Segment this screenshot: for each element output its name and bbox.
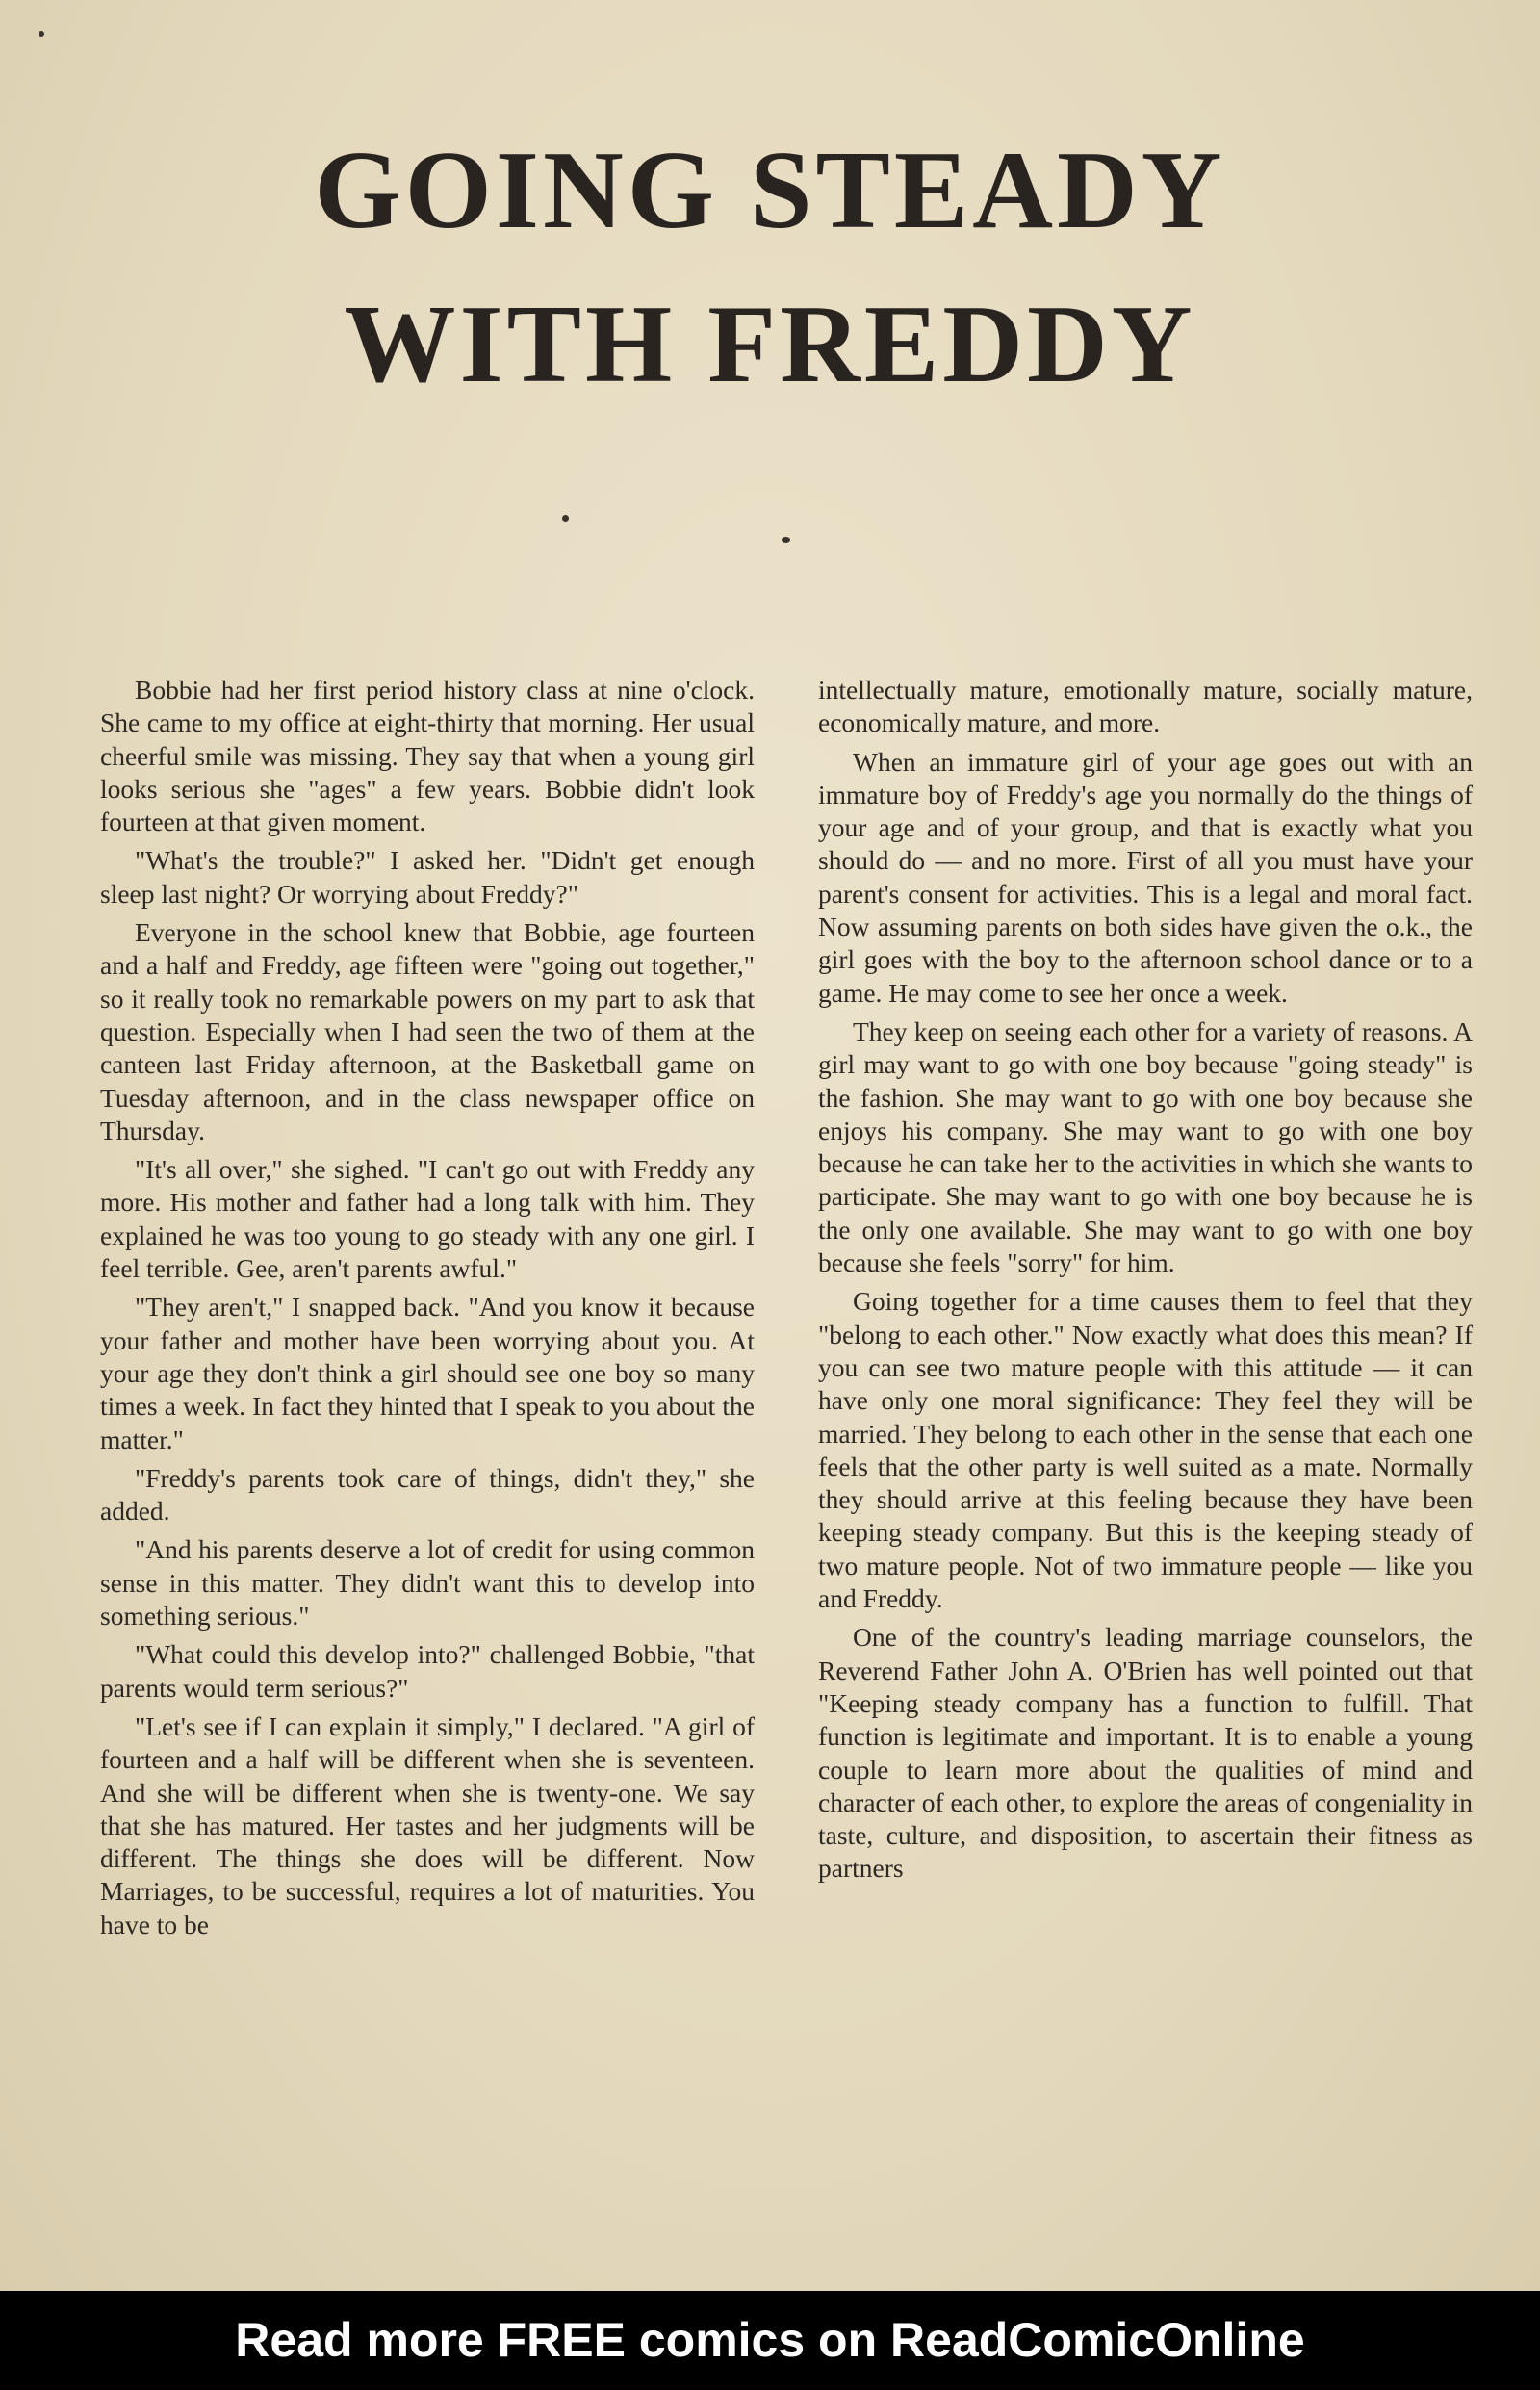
paragraph: Everyone in the school knew that Bobbie, age fourteen and a half and Freddy, age fifteen were "going out together," so it really took no remarkable powers on my part to ask that question. Especially when I had seen the two of them at the canteen last Friday afternoon, at the Basketball game on Tuesday afternoon, and in the class newspaper office on Thursday. <box>100 917 755 1145</box>
promo-banner[interactable] <box>0 2291 1540 2390</box>
paragraph: Going together for a time causes them to feel that they "belong to each other." Now exactly what does this mean? If you can see two mature people with this attitude — it can have only one moral significance: They feel they will be married. They belong to each other in the sense that each one feels that the other party is well suited as a mate. Normally they should arrive at this feeling because they have been keeping steady company. But this is the keeping steady of two mature people. Not of two immature people — like you and Freddy. <box>818 1286 1473 1614</box>
paragraph: Bobbie had her first period history class at nine o'clock. She came to my office at eight-thirty that morning. Her usual cheerful smile was missing. They say that when a young girl looks serious she "ages" a few years. Bobbie didn't look fourteen at that given moment. <box>100 675 755 837</box>
paragraph: One of the country's leading marriage counselors, the Reverend Father John A. O'Brien has well pointed out that "Keeping steady company has a function to fulfill. That function is legitimate and important. It is to enable a young couple to learn more about the qualities of mind and character of each other, to explore the areas of congeniality in taste, culture, and disposition, to ascertain their fitness as partners <box>818 1622 1473 1884</box>
paragraph: "Freddy's parents took care of things, didn't they," she added. <box>100 1462 755 1527</box>
paragraph: "It's all over," she sighed. "I can't go out with Freddy any more. His mother and father had a long talk with him. They explained he was too young to go steady with any one girl. I feel terrible. Gee, aren't parents awful." <box>100 1154 755 1284</box>
print-speck <box>562 515 569 522</box>
promo-banner-text[interactable]: Read more FREE comics on ReadComicOnline <box>235 2313 1305 2367</box>
print-speck <box>782 537 790 543</box>
paragraph: "And his parents deserve a lot of credit for using common sense in this matter. They didn't want this to develop into something serious." <box>100 1534 755 1632</box>
print-speck <box>38 31 44 37</box>
paragraph-continuation: intellectually mature, emotionally mature, socially mature, economically mature, and more. <box>818 675 1473 738</box>
paragraph: "What's the trouble?" I asked her. "Didn't get enough sleep last night? Or worrying about Freddy?" <box>100 845 755 909</box>
paragraph: "What could this develop into?" challenged Bobbie, "that parents would term serious?" <box>100 1639 755 1703</box>
paragraph: When an immature girl of your age goes out with an immature boy of Freddy's age you normally do the things of your age and of your group, and that is exactly what you should do — and no more. First of all you must have your parent's consent for activities. This is a legal and moral fact. Now assuming parents on both sides have given the o.k., the girl goes with the boy to the afternoon school dance or to a game. He may come to see her once a week. <box>818 746 1473 1008</box>
paragraph: "They aren't," I snapped back. "And you know it because your father and mother have been worrying about you. At your age they don't think a girl should see one boy so many times a week. In fact they hinted that I speak to you about the matter." <box>100 1292 755 1454</box>
paragraph: "Let's see if I can explain it simply," I declared. "A girl of fourteen and a half will be different when she is seventeen. And she will be different when she is twenty-one. We say that she has matured. Her tastes and her judgments will be different. The things she does will be different. Now Marriages, to be successful, requires a lot of maturities. You have to be <box>100 1710 755 1940</box>
paragraph: They keep on seeing each other for a variety of reasons. A girl may want to go with one boy because "going steady" is the fashion. She may want to go with one boy because she enjoys his company. She may want to go with one boy because he can take her to the activities in which she wants to participate. She may want to go with one boy because he is the only one available. She may want to go with one boy because she feels "sorry" for him. <box>818 1015 1473 1278</box>
title-line-2: WITH FREDDY <box>344 283 1196 406</box>
left-column <box>100 674 755 1947</box>
title-line-1: GOING STEADY <box>314 129 1226 252</box>
right-column <box>818 674 1473 1891</box>
